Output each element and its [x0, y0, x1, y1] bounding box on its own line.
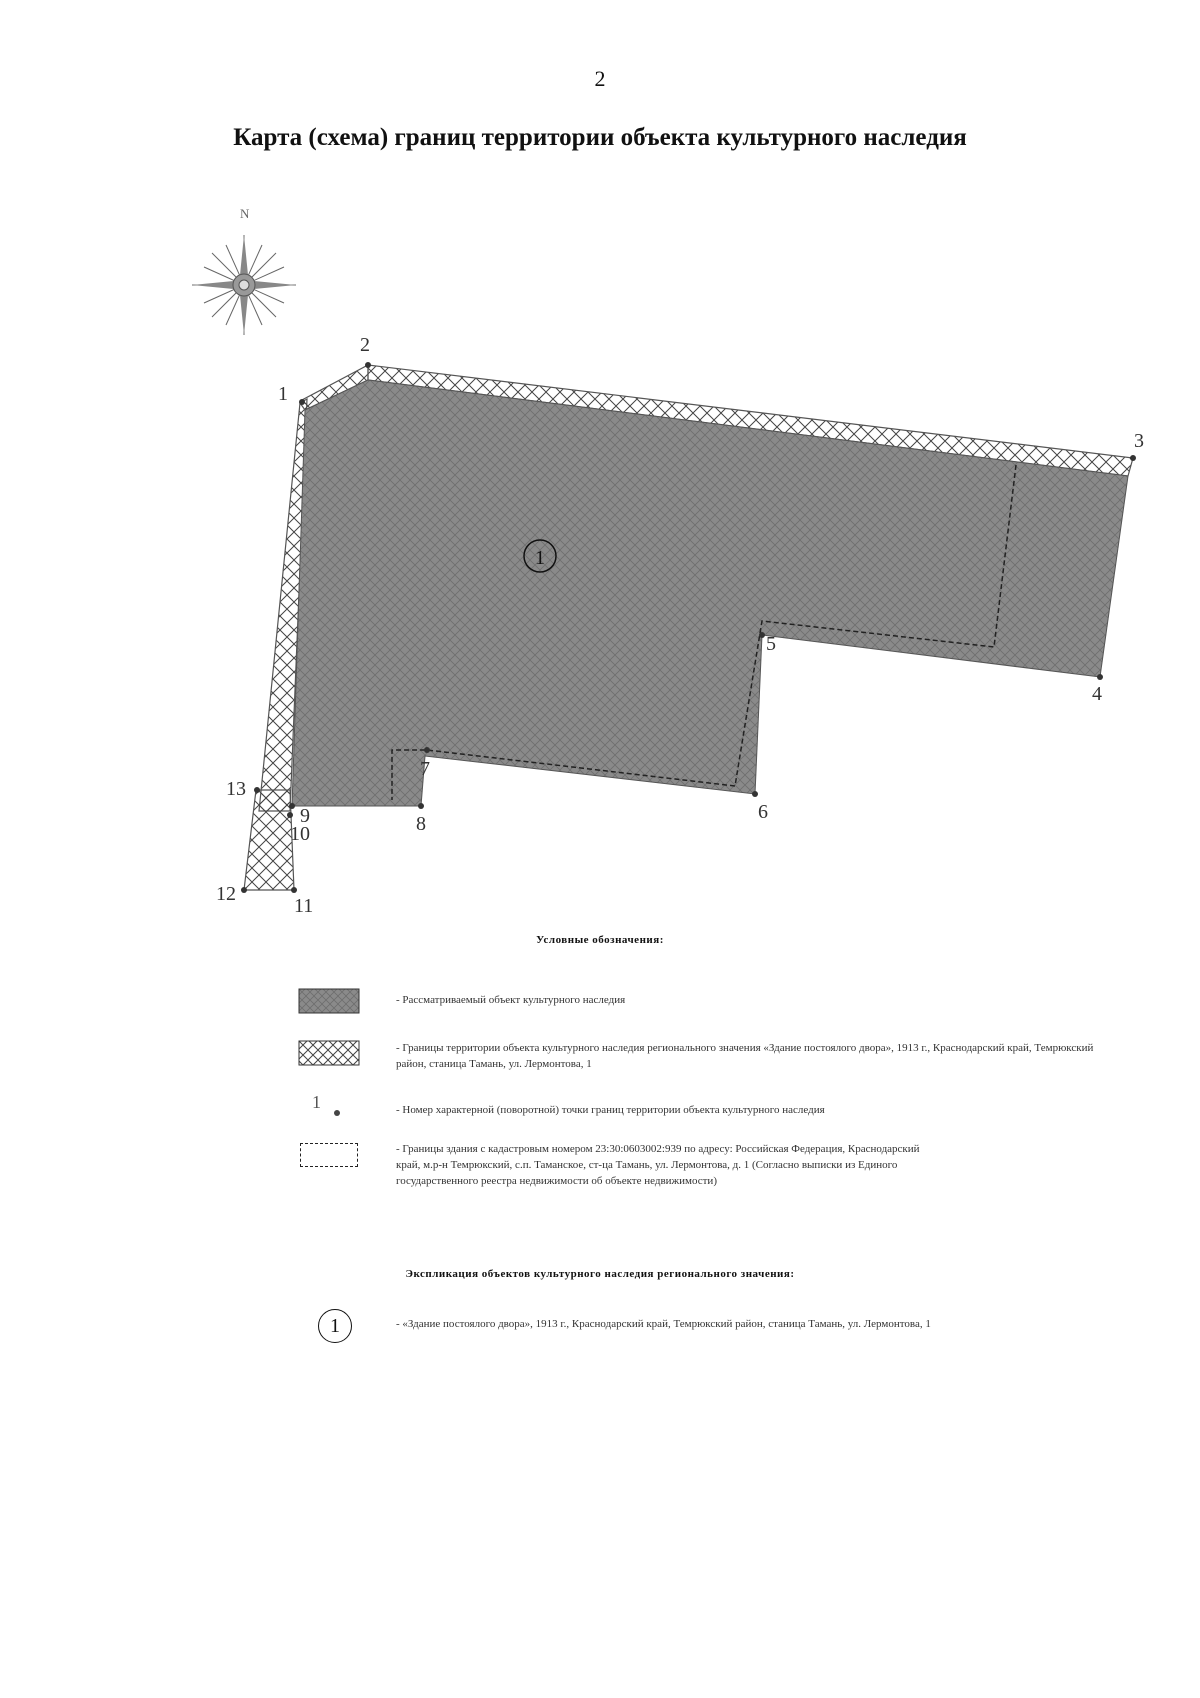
turning-point-7	[424, 747, 430, 753]
turning-point-label-3: 3	[1134, 430, 1144, 452]
page-number: 2	[594, 66, 606, 91]
turning-point-label-5: 5	[766, 633, 776, 655]
turning-point-label-11: 11	[294, 895, 314, 917]
turning-point-13	[254, 787, 260, 793]
turning-point-label-6: 6	[758, 801, 768, 823]
turning-point-2	[365, 362, 371, 368]
legend-text: - Рассматриваемый объект культурного наследия	[396, 994, 626, 1006]
turning-point-3	[1130, 455, 1136, 461]
turning-point-9	[289, 803, 295, 809]
turning-point-1	[299, 399, 305, 405]
object-fill-swatch	[298, 988, 360, 1014]
turning-point-symbol: 1	[312, 1092, 321, 1112]
turning-point-6	[752, 791, 758, 797]
legend-text: - Границы здания с кадастровым номером 23:30:0603002:939 по адресу: Российская Федерация, Краснодарский край, м.р-н Темрюкский, с.п. Таманское, ст-ца Тамань, ул. Лермонтова, д. 1 (Согласно выписки из Единого государственного реестра недвижимости об объекте недвижимости)	[396, 1143, 920, 1187]
turning-point-label-8: 8	[416, 813, 426, 835]
turning-point-label-13: 13	[226, 778, 246, 800]
legend-text: - Номер характерной (поворотной) точки границ территории объекта культурного наследия	[396, 1104, 825, 1116]
turning-point-10	[287, 812, 293, 818]
turning-point-11	[291, 887, 297, 893]
turning-point-label-4: 4	[1092, 683, 1102, 705]
turning-point-label-1: 1	[278, 383, 288, 405]
svg-text:1: 1	[535, 547, 545, 569]
territory-hatch-swatch	[298, 1040, 360, 1066]
explication-text: - «Здание постоялого двора», 1913 г., Краснодарский край, Темрюкский район, станица Тамань, ул. Лермонтова, 1	[396, 1318, 931, 1330]
turning-point-label-9: 9	[300, 805, 310, 827]
turning-point-label-10: 10	[290, 823, 310, 845]
turning-point-12	[241, 887, 247, 893]
legend-text: - Границы территории объекта культурного наследия регионального значения «Здание постоялого двора», 1913 г., Краснодарский край, Темрюкский район, станица Тамань, ул. Лермонтова, 1	[396, 1042, 1094, 1070]
turning-point-5	[759, 632, 765, 638]
turning-point-4	[1097, 674, 1103, 680]
explication-number: 1	[318, 1309, 352, 1343]
turning-point-label-2: 2	[360, 334, 370, 356]
explication-heading: Экспликация объектов культурного наследия регионального значения:	[405, 1268, 795, 1280]
compass-rose-icon	[192, 235, 296, 335]
turning-point-8	[418, 803, 424, 809]
legend-heading: Условные обозначения:	[536, 934, 664, 946]
north-label: N	[240, 206, 250, 221]
cadastral-dashed-swatch	[300, 1143, 358, 1167]
turning-point-label-7: 7	[420, 758, 430, 780]
turning-point-label-12: 12	[216, 883, 236, 905]
map-title: Карта (схема) границ территории объекта культурного наследия	[233, 124, 967, 151]
turning-point-dot-icon	[334, 1110, 340, 1116]
